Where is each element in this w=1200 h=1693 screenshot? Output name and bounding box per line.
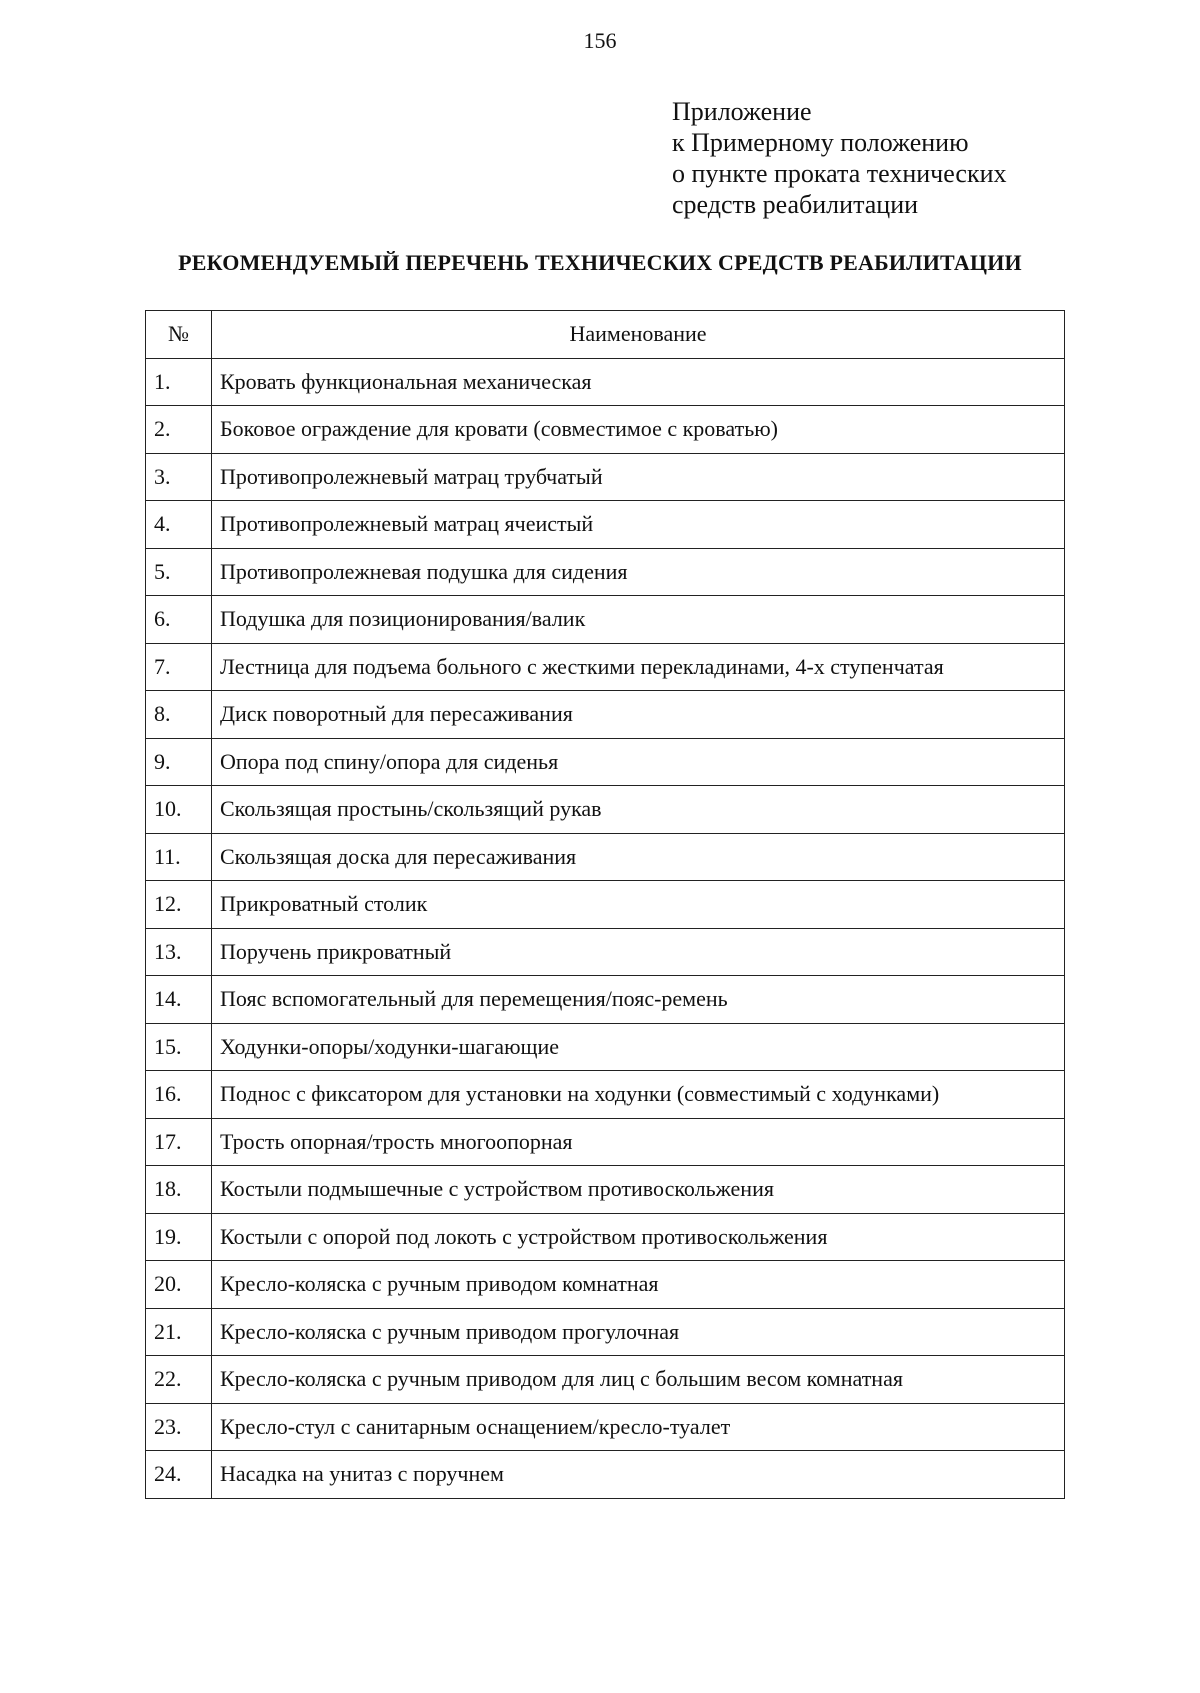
table-row — [146, 881, 1065, 929]
row-item-name: Кресло-коляска с ручным приводом прогулочная — [212, 1308, 1065, 1356]
table-row — [146, 358, 1065, 406]
table-row — [146, 596, 1065, 644]
table-row — [146, 1451, 1065, 1499]
row-number: 9. — [146, 738, 212, 786]
row-number: 16. — [146, 1071, 212, 1119]
row-number: 1. — [146, 358, 212, 406]
table-row — [146, 1213, 1065, 1261]
table-row — [146, 501, 1065, 549]
row-number: 2. — [146, 406, 212, 454]
table-row — [146, 786, 1065, 834]
row-item-name: Пояс вспомогательный для перемещения/пояс-ремень — [212, 976, 1065, 1024]
row-number: 3. — [146, 453, 212, 501]
appendix-note — [672, 96, 1007, 220]
header-name: Наименование — [212, 311, 1065, 359]
row-item-name: Опора под спину/опора для сиденья — [212, 738, 1065, 786]
row-item-name: Лестница для подъема больного с жесткими перекладинами, 4-х ступенчатая — [212, 643, 1065, 691]
row-item-name: Прикроватный столик — [212, 881, 1065, 929]
row-number: 5. — [146, 548, 212, 596]
table-row — [146, 1118, 1065, 1166]
row-number: 6. — [146, 596, 212, 644]
table-row — [146, 453, 1065, 501]
row-item-name: Диск поворотный для пересаживания — [212, 691, 1065, 739]
row-item-name: Костыли с опорой под локоть с устройством противоскольжения — [212, 1213, 1065, 1261]
table-row — [146, 691, 1065, 739]
row-item-name: Противопролежневый матрац трубчатый — [212, 453, 1065, 501]
table-row — [146, 643, 1065, 691]
row-item-name: Кресло-коляска с ручным приводом комнатная — [212, 1261, 1065, 1309]
row-item-name: Боковое ограждение для кровати (совместимое с кроватью) — [212, 406, 1065, 454]
row-number: 19. — [146, 1213, 212, 1261]
appendix-line: к Примерному положению — [672, 128, 969, 157]
page-number: 156 — [583, 28, 617, 53]
row-item-name: Кресло-коляска с ручным приводом для лиц с большим весом комнатная — [212, 1356, 1065, 1404]
row-number: 21. — [146, 1308, 212, 1356]
row-number: 11. — [146, 833, 212, 881]
table-header-row — [146, 311, 1065, 359]
table-row — [146, 1403, 1065, 1451]
row-number: 12. — [146, 881, 212, 929]
row-number: 4. — [146, 501, 212, 549]
table-row — [146, 1308, 1065, 1356]
appendix-line: Приложение — [672, 97, 812, 126]
row-number: 18. — [146, 1166, 212, 1214]
row-number: 20. — [146, 1261, 212, 1309]
row-item-name: Костыли подмышечные с устройством противоскольжения — [212, 1166, 1065, 1214]
row-number: 7. — [146, 643, 212, 691]
row-item-name: Скользящая простынь/скользящий рукав — [212, 786, 1065, 834]
table-row — [146, 833, 1065, 881]
appendix-line: средств реабилитации — [672, 190, 919, 219]
table-row — [146, 1023, 1065, 1071]
row-item-name: Поднос с фиксатором для установки на ходунки (совместимый с ходунками) — [212, 1071, 1065, 1119]
row-number: 24. — [146, 1451, 212, 1499]
document-title: РЕКОМЕНДУЕМЫЙ ПЕРЕЧЕНЬ ТЕХНИЧЕСКИХ СРЕДСТВ РЕАБИЛИТАЦИИ — [178, 250, 1022, 275]
table-row — [146, 548, 1065, 596]
table-body — [146, 358, 1065, 1498]
table-row — [146, 928, 1065, 976]
row-item-name: Скользящая доска для пересаживания — [212, 833, 1065, 881]
row-number: 14. — [146, 976, 212, 1024]
row-item-name: Противопролежневый матрац ячеистый — [212, 501, 1065, 549]
row-number: 13. — [146, 928, 212, 976]
table-row — [146, 1166, 1065, 1214]
header-number: № — [146, 311, 212, 359]
rehab-items-table — [145, 310, 1065, 1499]
row-number: 15. — [146, 1023, 212, 1071]
row-item-name: Насадка на унитаз с поручнем — [212, 1451, 1065, 1499]
row-item-name: Кровать функциональная механическая — [212, 358, 1065, 406]
row-item-name: Кресло-стул с санитарным оснащением/кресло-туалет — [212, 1403, 1065, 1451]
row-number: 10. — [146, 786, 212, 834]
row-number: 17. — [146, 1118, 212, 1166]
row-number: 8. — [146, 691, 212, 739]
row-item-name: Подушка для позиционирования/валик — [212, 596, 1065, 644]
row-number: 22. — [146, 1356, 212, 1404]
table-row — [146, 406, 1065, 454]
row-item-name: Противопролежневая подушка для сидения — [212, 548, 1065, 596]
table-row — [146, 1356, 1065, 1404]
row-item-name: Трость опорная/трость многоопорная — [212, 1118, 1065, 1166]
table-row — [146, 1261, 1065, 1309]
row-number: 23. — [146, 1403, 212, 1451]
table-row — [146, 976, 1065, 1024]
row-item-name: Ходунки-опоры/ходунки-шагающие — [212, 1023, 1065, 1071]
row-item-name: Поручень прикроватный — [212, 928, 1065, 976]
table-row — [146, 738, 1065, 786]
appendix-line: о пункте проката технических — [672, 159, 1007, 188]
table-row — [146, 1071, 1065, 1119]
